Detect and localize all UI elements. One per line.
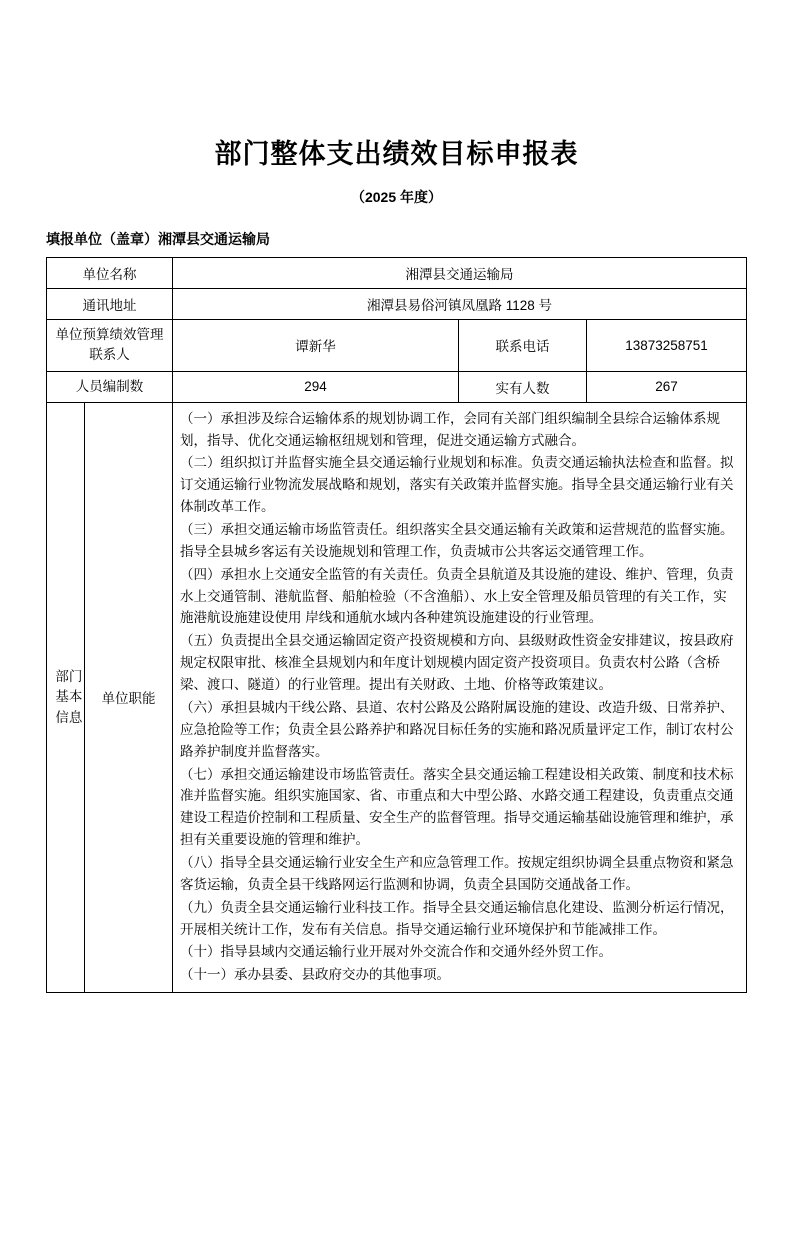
page-title: 部门整体支出绩效目标申报表 [214, 139, 579, 169]
table-row [47, 320, 747, 372]
duties-label: 单位职能 [85, 402, 173, 992]
actual-staff-value: 267 [587, 371, 747, 402]
duty-item: （八）指导全县交通运输行业安全生产和应急管理工作。按规定组织协调全县重点物资和紧急客货运输，负责全县干线路网运行监测和协调，负责全县国防交通战备工作。 [180, 854, 734, 892]
duties-content [173, 402, 747, 992]
staff-quota-label: 人员编制数 [47, 371, 173, 402]
table-row [47, 258, 747, 289]
duty-item: （二）组织拟订并监督实施全县交通运输行业规划和标准。负责交通运输执法检查和监督。拟订交通运输行业物流发展战略和规划，落实有关政策并监督实施。指导全县交通运输行业有关体制改革工作。 [180, 455, 734, 515]
table-row [47, 289, 747, 320]
actual-staff-label: 实有人数 [459, 371, 587, 402]
phone-label: 联系电话 [459, 320, 587, 372]
table-row [47, 402, 747, 992]
table-row [47, 371, 747, 402]
basic-info-label [47, 402, 85, 992]
duty-item: （一）承担涉及综合运输体系的规划协调工作，会同有关部门组织编制全县综合运输体系规划，指导、优化交通运输枢纽规划和管理，促进交通运输方式融合。 [180, 410, 720, 448]
staff-quota-value: 294 [173, 371, 459, 402]
duty-item: （六）承担县城内干线公路、县道、农村公路及公路附属设施的建设、改造升级、日常养护、应急抢险等工作；负责全县公路养护和路况目标任务的实施和路况质量评定工作，制订农村公路养护制度并监督落实。 [180, 699, 734, 759]
page-subtitle: （2025 年度） [350, 189, 443, 205]
performance-target-table [46, 257, 747, 993]
duty-item: （十）指导县域内交通运输行业开展对外交流合作和交通外经外贸工作。 [180, 944, 612, 960]
duty-item: （五）负责提出全县交通运输固定资产投资规模和方向、县级财政性资金安排建议，按县政府规定权限审批、核准全县规划内和年度计划规模内固定资产投资项目。负责农村公路（含桥梁、渡口、隧道）的行业管理。提出有关财政、土地、价格等政策建议。 [180, 633, 734, 693]
address-value: 湘潭县易俗河镇凤凰路 1128 号 [173, 289, 747, 320]
duty-item: （十一）承办县委、县政府交办的其他事项。 [180, 967, 450, 983]
document-page [0, 132, 793, 1254]
duty-item: （九）负责全县交通运输行业科技工作。指导全县交通运输信息化建设、监测分析运行情况，开展相关统计工作，发布有关信息。指导交通运输行业环境保护和节能减排工作。 [180, 899, 734, 937]
unit-name-label: 单位名称 [47, 258, 173, 289]
filler-unit-line: 填报单位（盖章）湘潭县交通运输局 [46, 231, 270, 247]
contact-person-value: 谭新华 [173, 320, 459, 372]
basic-info-label-text: 部门基本信息 [55, 669, 83, 725]
phone-value: 13873258751 [587, 320, 747, 372]
duty-item: （三）承担交通运输市场监管责任。组织落实全县交通运输有关政策和运营规范的监督实施。指导全县城乡客运有关设施规划和管理工作，负责城市公共客运交通管理工作。 [180, 522, 734, 559]
contact-person-label: 单位预算绩效管理联系人 [47, 320, 173, 372]
duty-item: （四）承担水上交通安全监管的有关责任。负责全县航道及其设施的建设、维护、管理，负责水上交通管制、港航监督、船舶检验（不含渔船）、水上安全管理及船员管理的有关工作，实施港航设施建设使用 岸线和通航水域内各种建筑设施建设的行业管理。 [180, 566, 734, 626]
address-label: 通讯地址 [47, 289, 173, 320]
unit-name-value: 湘潭县交通运输局 [173, 258, 747, 289]
duty-item: （七）承担交通运输建设市场监管责任。落实全县交通运输工程建设相关政策、制度和技术标准并监督实施。组织实施国家、省、市重点和大中型公路、水路交通工程建设，负责重点交通建设工程造价控制和工程质量、安全生产的监督管理。指导交通运输基础设施管理和维护，承担有关重要设施的管理和维护。 [180, 766, 734, 848]
